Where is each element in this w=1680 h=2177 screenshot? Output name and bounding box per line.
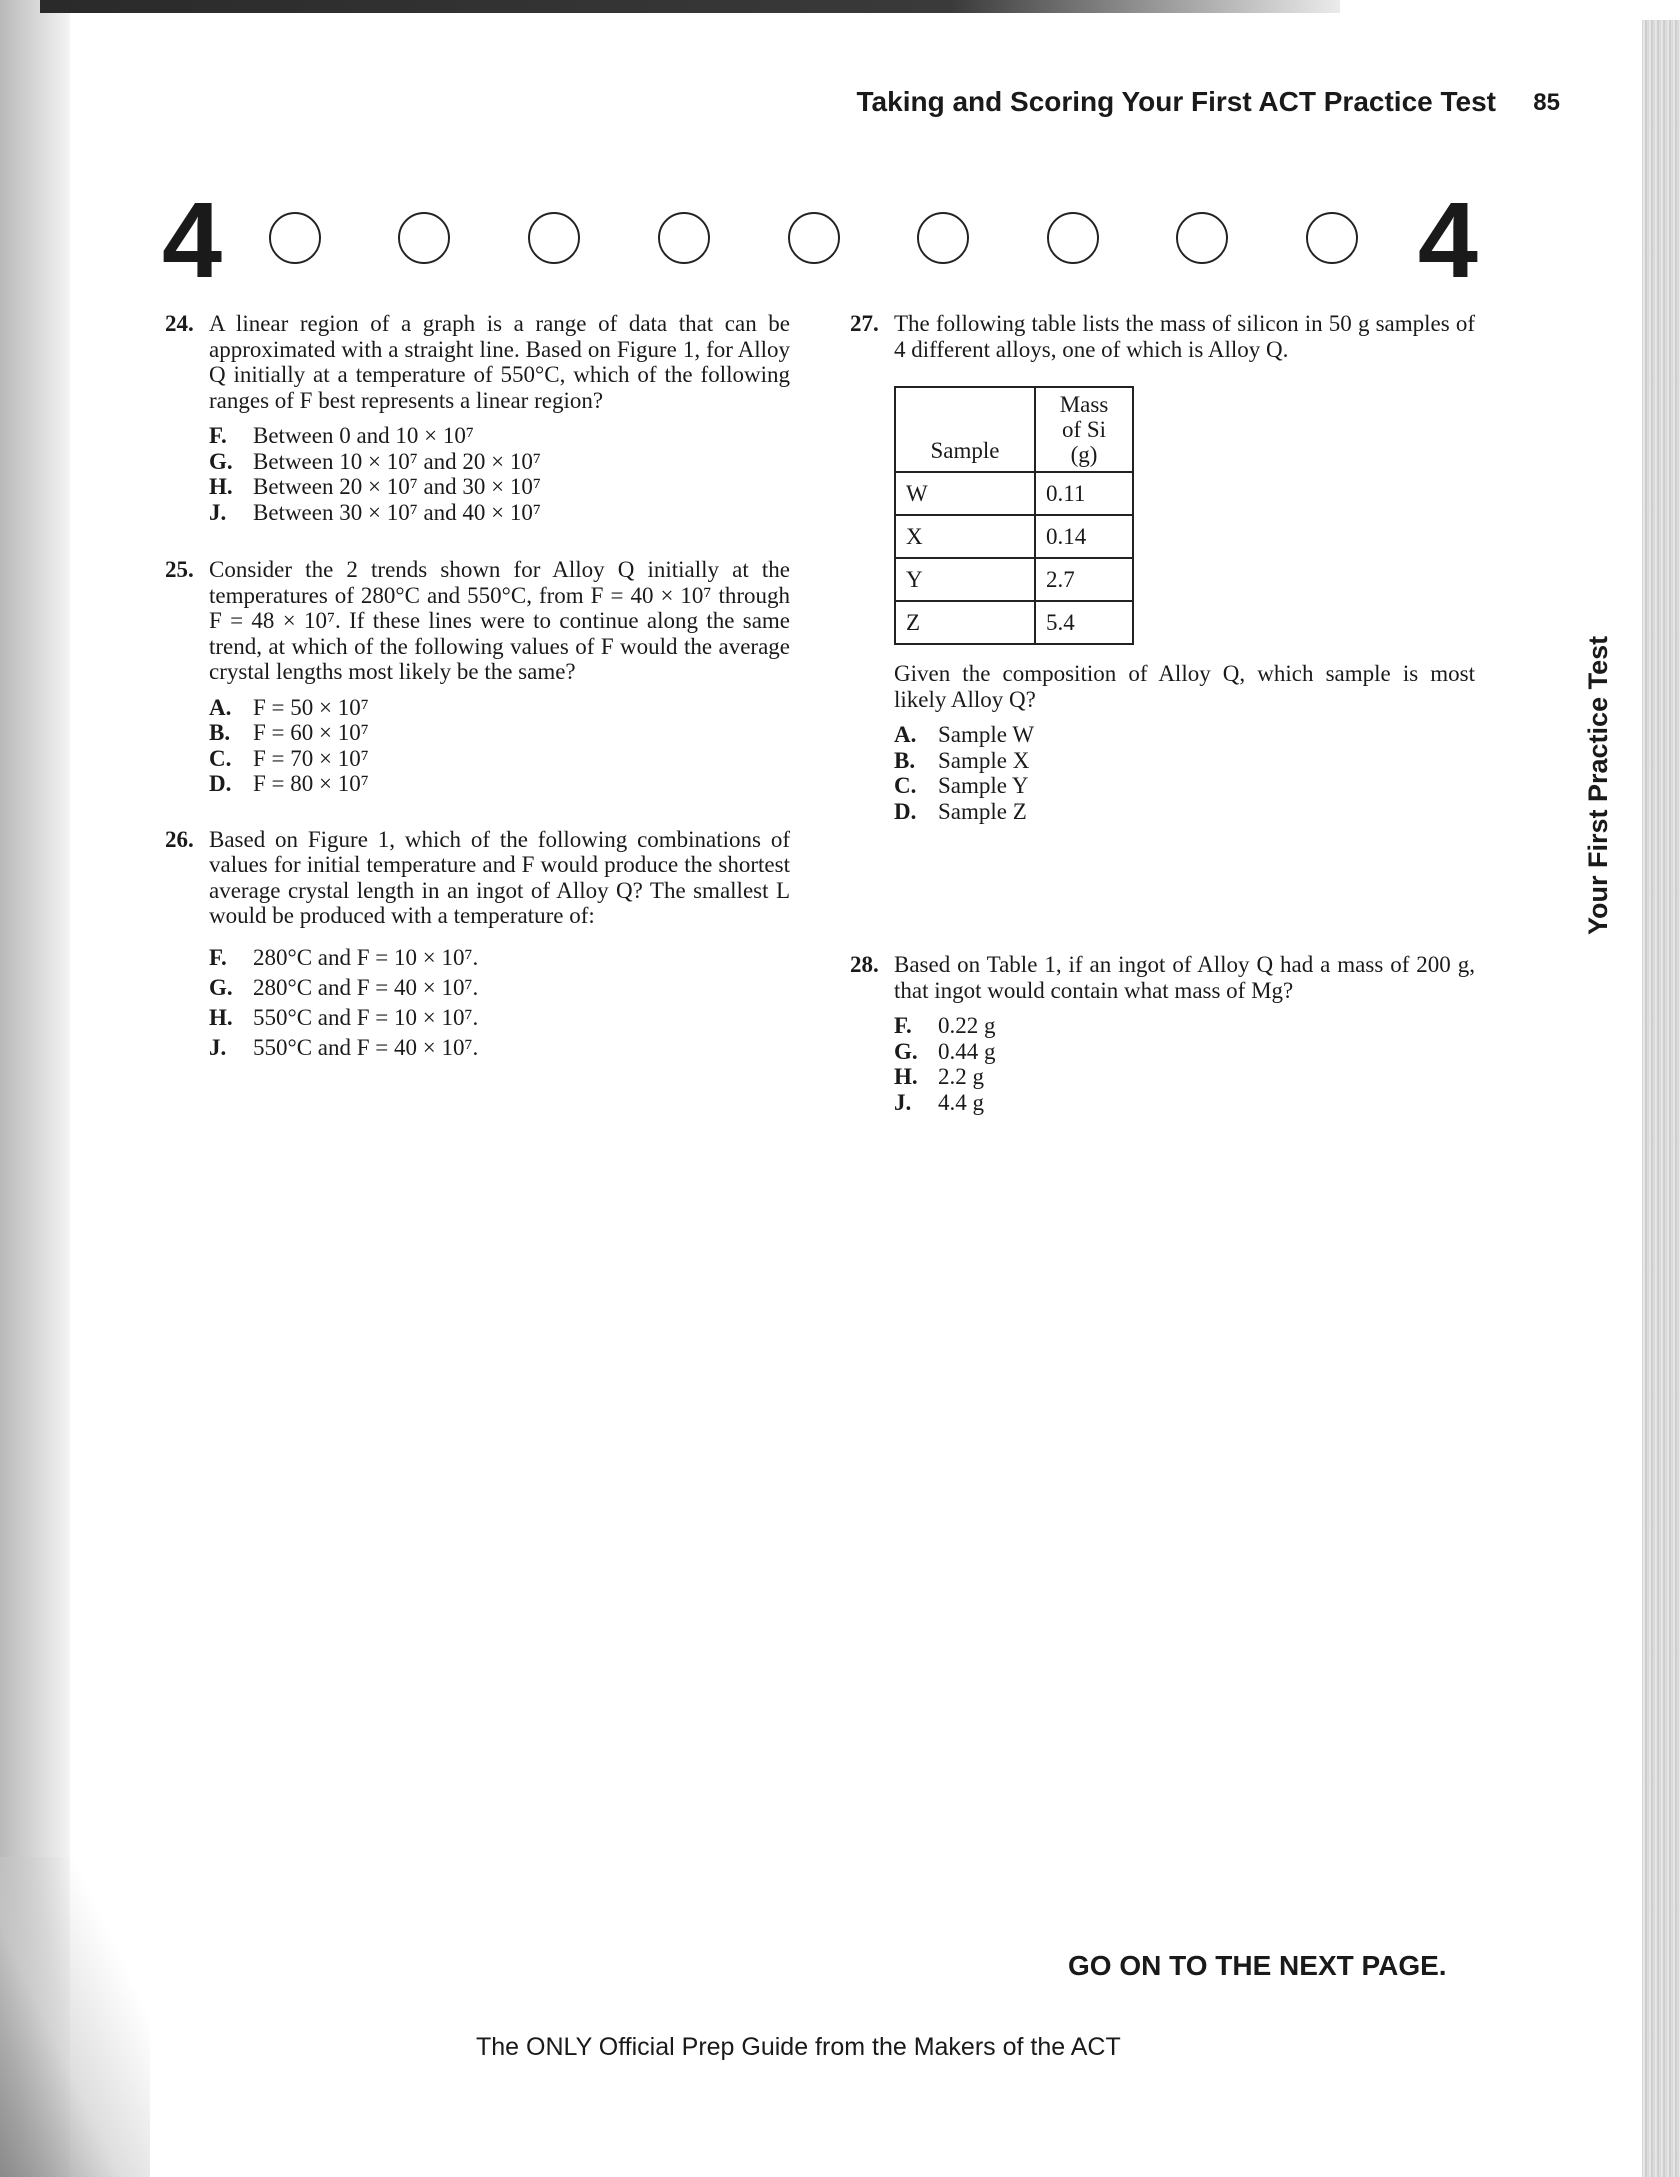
option-text: Sample Z xyxy=(938,798,1027,824)
decorative-ring xyxy=(398,212,450,264)
decorative-ring xyxy=(1047,212,1099,264)
answer-option[interactable] xyxy=(894,722,1475,748)
answer-option[interactable] xyxy=(209,695,790,721)
question-27-prompt xyxy=(850,661,1475,712)
cell-mass: 0.14 xyxy=(1035,515,1133,558)
option-letter: F. xyxy=(209,944,227,970)
cell-sample: X xyxy=(895,515,1035,558)
answer-options xyxy=(850,722,1475,824)
table-row xyxy=(895,515,1133,558)
answer-option[interactable] xyxy=(209,1003,790,1033)
answer-options xyxy=(165,423,790,525)
answer-option[interactable] xyxy=(209,1033,790,1063)
answer-option[interactable] xyxy=(209,474,790,500)
answer-option[interactable] xyxy=(894,1013,1475,1039)
option-letter: C. xyxy=(894,773,917,798)
option-text: 280°C and F = 10 × 10⁷. xyxy=(253,944,479,970)
option-text: F = 70 × 10⁷ xyxy=(253,745,369,771)
answer-option[interactable] xyxy=(209,423,790,449)
answer-option[interactable] xyxy=(209,500,790,526)
cell-mass: 0.11 xyxy=(1035,472,1133,515)
table-row xyxy=(895,601,1133,644)
right-column xyxy=(850,311,1475,1115)
go-on-notice: GO ON TO THE NEXT PAGE. xyxy=(1068,1950,1447,1981)
option-letter: D. xyxy=(894,798,917,824)
section-number-left: 4 xyxy=(162,179,223,300)
option-text: 550°C and F = 40 × 10⁷. xyxy=(253,1034,479,1060)
decorative-ring xyxy=(917,212,969,264)
cell-sample: W xyxy=(895,472,1035,515)
option-letter: F. xyxy=(894,1013,912,1038)
answer-options xyxy=(165,943,790,1063)
side-tab-label: Your First Practice Test xyxy=(1583,635,1613,935)
option-letter: A. xyxy=(209,694,232,720)
decorative-ring xyxy=(1176,212,1228,264)
option-text: Between 20 × 10⁷ and 30 × 10⁷ xyxy=(253,474,541,499)
option-text: 550°C and F = 10 × 10⁷. xyxy=(253,1004,479,1030)
option-letter: G. xyxy=(209,974,233,1000)
question-stem: Consider the 2 trends shown for Alloy Q initially at the temperatures of 280°C and 550°C, from F = 40 × 10⁷ through F = 48 × 10⁷. If these lines were to continue along the same trend, at which of the following values of F would the average crystal lengths most likely be the same? xyxy=(209,557,790,684)
question-number: 26. xyxy=(165,826,194,852)
answer-option[interactable] xyxy=(894,773,1475,799)
option-letter: F. xyxy=(209,423,227,448)
silicon-mass-table xyxy=(894,386,1134,645)
option-text: Between 10 × 10⁷ and 20 × 10⁷ xyxy=(253,448,541,474)
cell-mass: 5.4 xyxy=(1035,601,1133,644)
table-row xyxy=(895,558,1133,601)
option-text: 4.4 g xyxy=(938,1089,984,1115)
decorative-ring xyxy=(1306,212,1358,264)
option-letter: H. xyxy=(894,1064,918,1089)
option-text: 0.22 g xyxy=(938,1013,996,1038)
option-text: Sample W xyxy=(938,722,1035,747)
question-26 xyxy=(165,827,790,929)
answer-option[interactable] xyxy=(209,449,790,475)
decorative-ring xyxy=(788,212,840,264)
question-27 xyxy=(850,311,1475,362)
top-edge-bar xyxy=(40,0,1340,13)
book-edge xyxy=(1642,20,1680,2177)
question-number: 24. xyxy=(165,311,194,336)
option-letter: B. xyxy=(894,747,916,773)
header-line: of Si xyxy=(1061,417,1107,442)
answer-option[interactable] xyxy=(209,720,790,746)
answer-option[interactable] xyxy=(894,1064,1475,1090)
table-header-sample: Sample xyxy=(895,387,1035,472)
option-text: Sample X xyxy=(938,747,1030,773)
decorative-ring xyxy=(269,212,321,264)
option-text: F = 60 × 10⁷ xyxy=(253,720,369,745)
section-number-right: 4 xyxy=(1417,179,1478,300)
option-text: Sample Y xyxy=(938,773,1029,798)
header-line: (g) xyxy=(1070,442,1098,467)
answer-option[interactable] xyxy=(894,1090,1475,1116)
option-text: 280°C and F = 40 × 10⁷. xyxy=(253,974,479,1000)
question-24 xyxy=(165,311,790,413)
option-text: 0.44 g xyxy=(938,1038,996,1064)
footer-text: The ONLY Official Prep Guide from the Makers of the ACT xyxy=(476,2033,1121,2061)
decorative-ring xyxy=(528,212,580,264)
section-banner xyxy=(162,179,1478,300)
option-text: F = 50 × 10⁷ xyxy=(253,694,369,720)
answer-option[interactable] xyxy=(894,799,1475,825)
left-column xyxy=(165,311,790,1063)
question-stem: Given the composition of Alloy Q, which sample is most likely Alloy Q? xyxy=(894,661,1475,712)
table-header-mass xyxy=(1035,387,1133,472)
page-number: 85 xyxy=(1533,89,1560,116)
question-stem: Based on Figure 1, which of the following combinations of values for initial temperature and F would produce the shortest average crystal length in an ingot of Alloy Q? The smallest L would be produced with a temperature of: xyxy=(209,826,790,928)
header-line: Mass xyxy=(1059,392,1109,417)
answer-option[interactable] xyxy=(209,771,790,797)
option-letter: C. xyxy=(209,745,232,771)
option-letter: J. xyxy=(209,499,227,525)
option-letter: J. xyxy=(894,1089,912,1115)
option-letter: A. xyxy=(894,722,917,747)
answer-option[interactable] xyxy=(894,748,1475,774)
running-head-title: Taking and Scoring Your First ACT Practice Test xyxy=(856,86,1496,117)
question-28 xyxy=(850,952,1475,1003)
decorative-ring xyxy=(658,212,710,264)
question-number: 25. xyxy=(165,557,194,582)
option-text: Between 0 and 10 × 10⁷ xyxy=(253,423,474,448)
option-letter: J. xyxy=(209,1034,227,1060)
answer-options xyxy=(850,1013,1475,1115)
option-text: 2.2 g xyxy=(938,1064,984,1089)
table-row xyxy=(895,472,1133,515)
question-25 xyxy=(165,557,790,685)
option-text: F = 80 × 10⁷ xyxy=(253,771,369,796)
cell-mass: 2.7 xyxy=(1035,558,1133,601)
answer-option[interactable] xyxy=(209,746,790,772)
question-number: 28. xyxy=(850,952,879,977)
answer-option[interactable] xyxy=(894,1039,1475,1065)
option-letter: D. xyxy=(209,771,232,796)
option-letter: H. xyxy=(209,474,233,499)
question-stem: A linear region of a graph is a range of data that can be approximated with a straight line. Based on Figure 1, for Alloy Q initially at a temperature of 550°C, which of the following ranges of F best represents a linear region? xyxy=(209,311,790,413)
cell-sample: Y xyxy=(895,558,1035,601)
question-stem: The following table lists the mass of silicon in 50 g samples of 4 different alloys, one of which is Alloy Q. xyxy=(894,311,1475,362)
option-text: Between 30 × 10⁷ and 40 × 10⁷ xyxy=(253,499,541,525)
page-gutter-shadow xyxy=(0,0,70,2177)
cell-sample: Z xyxy=(895,601,1035,644)
answer-options xyxy=(165,695,790,797)
option-letter: G. xyxy=(209,448,233,474)
option-letter: G. xyxy=(894,1038,918,1064)
option-letter: H. xyxy=(209,1004,233,1030)
question-stem: Based on Table 1, if an ingot of Alloy Q had a mass of 200 g, that ingot would contain what mass of Mg? xyxy=(894,952,1475,1003)
answer-option[interactable] xyxy=(209,973,790,1003)
answer-option[interactable] xyxy=(209,943,790,973)
option-letter: B. xyxy=(209,720,231,745)
question-number: 27. xyxy=(850,311,879,336)
